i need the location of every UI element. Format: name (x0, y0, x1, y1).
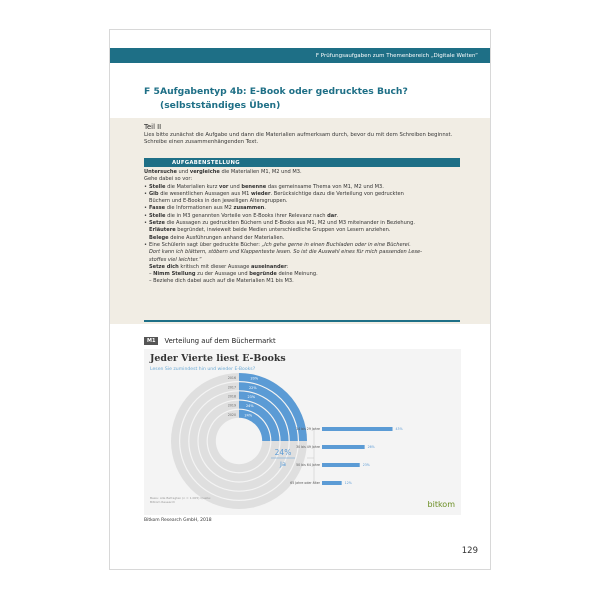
ring-percent-label: 22% (249, 385, 257, 390)
ring-year-label: 2020 (227, 412, 236, 417)
ring-percent-label: 24% (246, 404, 254, 409)
infographic-chart (144, 349, 461, 515)
instruction-line: Untersuche und vergleiche die Materialien M1, M2 und M3. (144, 169, 302, 175)
bar-value-label: 43% (395, 427, 403, 432)
chapter-header (110, 48, 490, 63)
list-item: • Stelle die Materialien kurz vor und benenne das gemeinsame Thema von M1, M2 und M3. (144, 184, 462, 191)
bar-category-label: 30 bis 49 Jahre (296, 445, 320, 449)
section-divider (144, 320, 460, 322)
list-item: • Eine Schülerin sagt über gedruckte Bücher: „Ich gehe gerne in einen Buchladen oder in eine Bücherei. Dort kann ich blättern, stöbern und Klappentexte lesen. So ist die Auswahl eines für mich passenden Lese- stoffes viel leichter.“ Setze dich kritisch mit dieser Aussage auseinander: (144, 242, 462, 271)
bar-category-label: 50 bis 64 Jahre (296, 463, 320, 467)
material-title: Verteilung auf dem Büchermarkt (164, 337, 276, 345)
teil-label: Teil II (144, 123, 162, 131)
ring-year-label: 2018 (227, 394, 236, 399)
bitkom-logo: bitkom (427, 500, 455, 509)
ring-year-label: 2019 (227, 403, 236, 408)
center-value: 24% (274, 448, 292, 457)
ring-percent-label: 20% (250, 376, 259, 381)
task-instructions (144, 169, 462, 286)
bar-value-label: 23% (362, 463, 370, 468)
list-item: • Setze die Aussagen zu gedruckten Büchern und E-Books aus M1, M2 und M3 miteinander in Beziehung. Erläutere begründet, inwieweit beide Medien unterschiedliche Gruppen von Lesern anziehen. Belege deine Ausführungen anhand der Materialien. (144, 220, 462, 242)
ring-percent-label: 24% (244, 413, 253, 418)
bar-category-label: 14 bis 29 Jahre (296, 427, 320, 431)
aufgabenstellung-header (144, 158, 460, 167)
page-number: 129 (461, 546, 478, 556)
ring-year-label: 2017 (227, 385, 236, 390)
infographic (144, 349, 461, 515)
image-credit: Bitkom Research GmbH, 2018 (144, 518, 212, 523)
task-code: F 5 (144, 86, 160, 97)
bar-value-label: 26% (367, 445, 375, 450)
ring-year-label: 2016 (227, 376, 236, 381)
instruction-list (144, 184, 462, 272)
material-heading (144, 337, 276, 345)
task-title-line1: Aufgabentyp 4b: E-Book oder gedrucktes Buch? (160, 86, 408, 97)
instruction-dash-line: – Nimm Stellung zu der Aussage und begründe deine Meinung. (149, 271, 318, 278)
task-title (144, 85, 464, 113)
infographic-title: Jeder Vierte liest E-Books (150, 353, 286, 364)
center-label: Ja (280, 460, 286, 468)
chapter-header-text: F Prüfungsaufgaben zum Themenbereich „Digitale Welten“ (315, 52, 478, 59)
intro-text: Lies bitte zunächst die Aufgabe und dann die Materialien aufmerksam durch, bevor du mit dem Schreiben beginnst. Schreibe einen zusammenhängenden Text. (144, 132, 453, 146)
instruction-line: Gehe dabei so vor: (144, 176, 193, 183)
bar-category-label: 65 Jahre oder älter (290, 481, 320, 485)
bar (322, 463, 360, 467)
infographic-source: Basis: Alle Befragten (n = 1.005) Quelle: Bitkom Research (150, 496, 211, 504)
material-badge: M1 (144, 337, 158, 345)
aufgabenstellung-label: AUFGABENSTELLUNG (172, 159, 240, 166)
bar (322, 427, 393, 431)
bar (322, 481, 342, 485)
infographic-subtitle: Lesen Sie zumindest hin und wieder E-Books? (150, 367, 256, 372)
list-item: • Fasse die Informationen aus M2 zusammen. (144, 205, 462, 212)
list-item: • Gib die wesentlichen Aussagen aus M1 wieder. Berücksichtige dazu die Verteilung von gedruckten Büchern und E-Books in den jeweiligen Altersgruppen. (144, 191, 462, 206)
bar (322, 445, 365, 449)
list-item: • Stelle die in M3 genannten Vorteile von E-Books ihrer Relevanz nach dar. (144, 213, 462, 220)
ring-percent-label: 23% (247, 395, 256, 399)
book-page (109, 29, 491, 570)
task-title-line2: (selbstständiges Üben) (160, 100, 281, 111)
bar-value-label: 12% (344, 481, 352, 486)
instruction-dash-line: – Beziehe dich dabei auch auf die Materialien M1 bis M3. (149, 278, 294, 285)
